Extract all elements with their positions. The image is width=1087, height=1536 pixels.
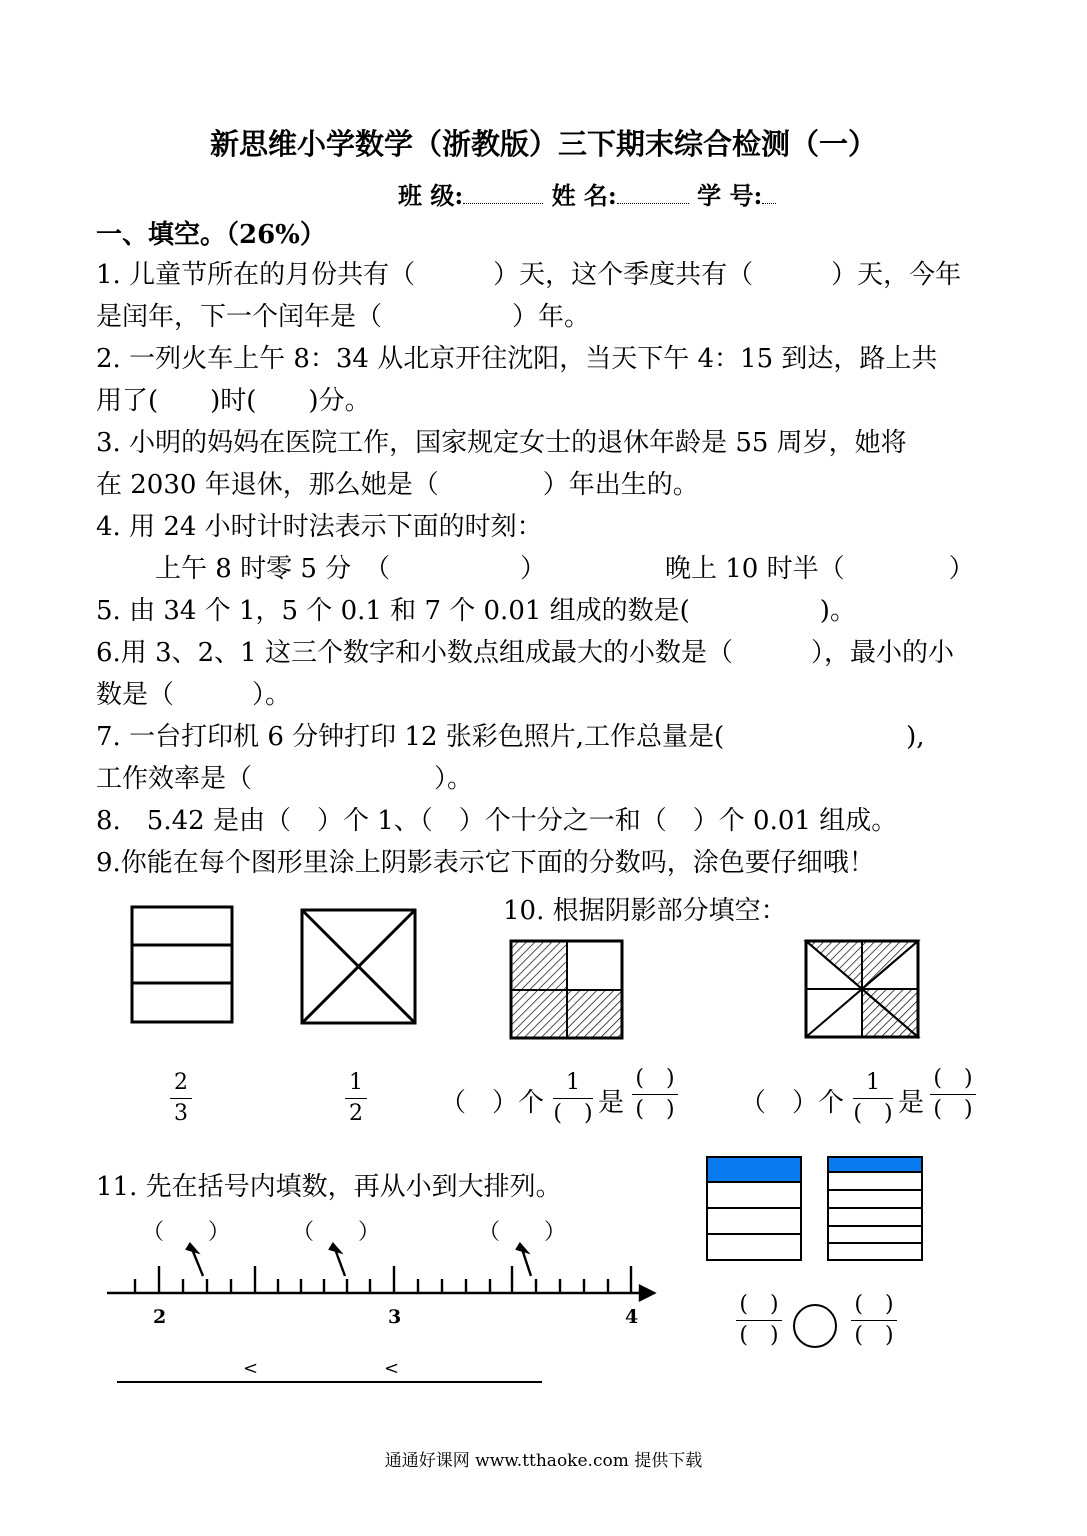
q7-line2: 工作效率是（ ）。 [96, 764, 474, 794]
fraction-bar [853, 1098, 893, 1099]
q3-line2: 在 2030 年退休，那么她是（ ）年出生的。 [96, 470, 699, 500]
denominator-blank[interactable]: ( ) [635, 1097, 675, 1122]
q6-line2: 数是（ ）。 [96, 680, 292, 710]
square-x [302, 910, 415, 1023]
footer: 通通好课网 www.tthaoke.com 提供下载 [384, 1451, 703, 1471]
numerator-blank[interactable]: ( ) [739, 1292, 779, 1317]
numerator-blank[interactable]: ( ) [635, 1066, 675, 1091]
q7-line1: 7. 一台打印机 6 分钟打印 12 张彩色照片,工作总量是( ), [96, 722, 925, 752]
denominator-blank[interactable]: ( ) [739, 1323, 779, 1348]
q6-line1: 6.用 3、2、1 这三个数字和小数点组成最大的小数是（ ），最小的小 [96, 638, 954, 668]
numerator: 1 [349, 1070, 363, 1095]
answer-fraction-1 [632, 1066, 678, 1123]
numerator: 1 [566, 1070, 580, 1095]
nl-blank-3[interactable]: （ ） [478, 1220, 567, 1245]
fraction-bar [553, 1098, 593, 1099]
nl-label-2: 2 [153, 1306, 167, 1328]
compare-circle[interactable] [794, 1305, 836, 1347]
rect-thirds [132, 907, 232, 1022]
page-title: 新思维小学数学（浙教版）三下期末综合检测（一） [209, 127, 877, 161]
class-label: 班 级: [398, 181, 464, 210]
denominator-blank[interactable]: ( ) [854, 1323, 894, 1348]
fraction-bar [632, 1094, 678, 1095]
denominator: 3 [174, 1101, 188, 1126]
nl-blank-2[interactable]: （ ） [292, 1220, 381, 1245]
numerator-blank[interactable]: ( ) [854, 1292, 894, 1317]
q11: 11. 先在括号内填数，再从小到大排列。 [96, 1172, 562, 1202]
q4-text: 4. 用 24 小时计时法表示下面的时刻： [96, 512, 543, 542]
q10-count-1 [440, 1082, 544, 1119]
q5: 5. 由 34 个 1，5 个 0.1 和 7 个 0.01 组成的数是( )。 [96, 596, 856, 626]
id-label: 学 号: [697, 181, 763, 210]
fraction-bar [736, 1320, 782, 1321]
denominator-blank[interactable]: ( ) [933, 1097, 973, 1122]
numerator-blank[interactable]: ( ) [933, 1066, 973, 1091]
fraction-bar [170, 1098, 192, 1099]
shi-text-1: 是 [598, 1088, 625, 1118]
hatched-quarters [511, 941, 622, 1038]
fraction-bar [345, 1098, 367, 1099]
numerator: 2 [174, 1070, 188, 1095]
nl-blank-1[interactable]: （ ） [142, 1220, 231, 1245]
nl-label-4: 4 [625, 1306, 639, 1328]
compare-fraction-right [851, 1292, 897, 1349]
q4-a: 上午 8 时零 5 分 （ ） [155, 554, 547, 584]
q10: 10. 根据阴影部分填空： [503, 896, 787, 926]
blue-bar-quarters [707, 1157, 801, 1260]
denominator: 2 [349, 1101, 363, 1126]
numerator: 1 [866, 1070, 880, 1095]
q4-b: 晚上 10 时半（ ） [665, 554, 975, 584]
fraction-bar [930, 1094, 976, 1095]
fraction-bar [851, 1320, 897, 1321]
name-label: 姓 名: [551, 181, 617, 210]
denominator-blank[interactable]: ( ) [853, 1101, 893, 1126]
q2-line1: 2. 一列火车上午 8：34 从北京开往沈阳，当天下午 4：15 到达，路上共 [96, 344, 938, 374]
ge-text: 个 [518, 1088, 545, 1118]
compare-fraction-left [736, 1292, 782, 1349]
q3-line1: 3. 小明的妈妈在医院工作，国家规定女士的退休年龄是 55 周岁，她将 [96, 428, 907, 458]
section-heading: 一、填空。（26%） [96, 220, 326, 250]
answer-fraction-2 [930, 1066, 976, 1123]
denominator-blank[interactable]: ( ) [553, 1101, 593, 1126]
nl-label-3: 3 [388, 1306, 402, 1328]
ge-text: 个 [818, 1088, 845, 1118]
less-than-2: < [384, 1358, 400, 1379]
less-than-1: < [243, 1358, 259, 1379]
unit-fraction-2 [853, 1070, 893, 1127]
blue-bar-sixths [828, 1157, 922, 1260]
unit-fraction-1 [553, 1070, 593, 1127]
q9: 9.你能在每个图形里涂上阴影表示它下面的分数吗，涂色要仔细哦！ [96, 848, 875, 878]
shi-text-2: 是 [898, 1088, 925, 1118]
fraction-one-half [345, 1070, 367, 1127]
q2-line2: 用了( )时( )分。 [96, 386, 371, 416]
fraction-two-thirds [170, 1070, 192, 1127]
number-line [107, 1244, 654, 1300]
q8: 8. 5.42 是由（ ）个 1、（ ）个十分之一和（ ）个 0.01 组成。 [96, 806, 898, 836]
q1-line2: 是闰年，下一个闰年是（ ）年。 [96, 302, 591, 332]
count-blank[interactable]: （ ） [440, 1088, 519, 1118]
hatched-eighths [806, 941, 918, 1037]
q1-line1: 1. 儿童节所在的月份共有（ ）天，这个季度共有（ ）天，今年 [96, 260, 962, 290]
q10-count-2 [740, 1082, 844, 1119]
count-blank[interactable]: （ ） [740, 1088, 819, 1118]
